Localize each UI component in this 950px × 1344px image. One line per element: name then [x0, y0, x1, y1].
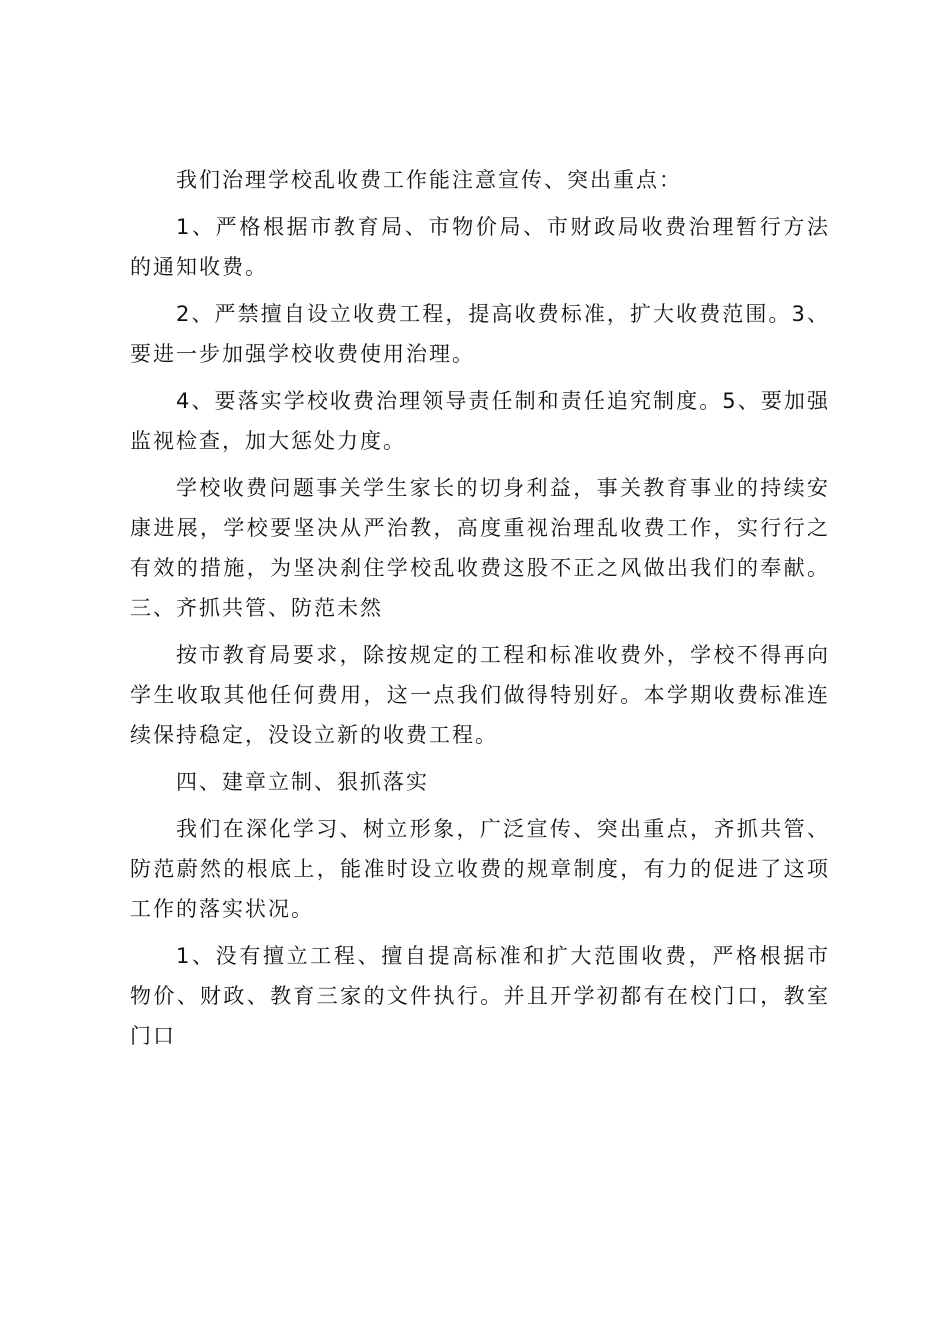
paragraph: 1、没有擅立工程、擅自提高标准和扩大范围收费，严格根据市物价、财政、教育三家的文件执行。并且开学初都有在校门口，教室门口 [130, 944, 830, 1048]
paragraph: 1、严格根据市教育局、市物价局、市财政局收费治理暂行方法的通知收费。 [130, 215, 830, 279]
paragraph: 我们治理学校乱收费工作能注意宣传、突出重点： [176, 168, 682, 192]
paragraph: 我们在深化学习、树立形象，广泛宣传、突出重点，齐抓共管、防范蔚然的根底上，能准时设立收费的规章制度，有力的促进了这项工作的落实状况。 [130, 817, 830, 921]
paragraph: 4、要落实学校收费治理领导责任制和责任追究制度。5、要加强监视检查，加大惩处力度。 [130, 389, 830, 453]
paragraph: 学校收费问题事关学生家长的切身利益，事关教育事业的持续安康进展，学校要坚决从严治教，高度重视治理乱收费工作，实行行之有效的措施，为坚决刹住学校乱收费这股不正之风做出我们的奉献。三、齐抓共管、防范未然 [130, 476, 830, 620]
paragraph: 2、严禁擅自设立收费工程，提高收费标准，扩大收费范围。3、要进一步加强学校收费使用治理。 [130, 302, 830, 366]
section-heading: 四、建章立制、狠抓落实 [176, 770, 429, 794]
paragraph: 按市教育局要求，除按规定的工程和标准收费外，学校不得再向学生收取其他任何费用，这一点我们做得特别好。本学期收费标准连续保持稳定，没设立新的收费工程。 [130, 643, 830, 747]
document-body [130, 160, 830, 1063]
